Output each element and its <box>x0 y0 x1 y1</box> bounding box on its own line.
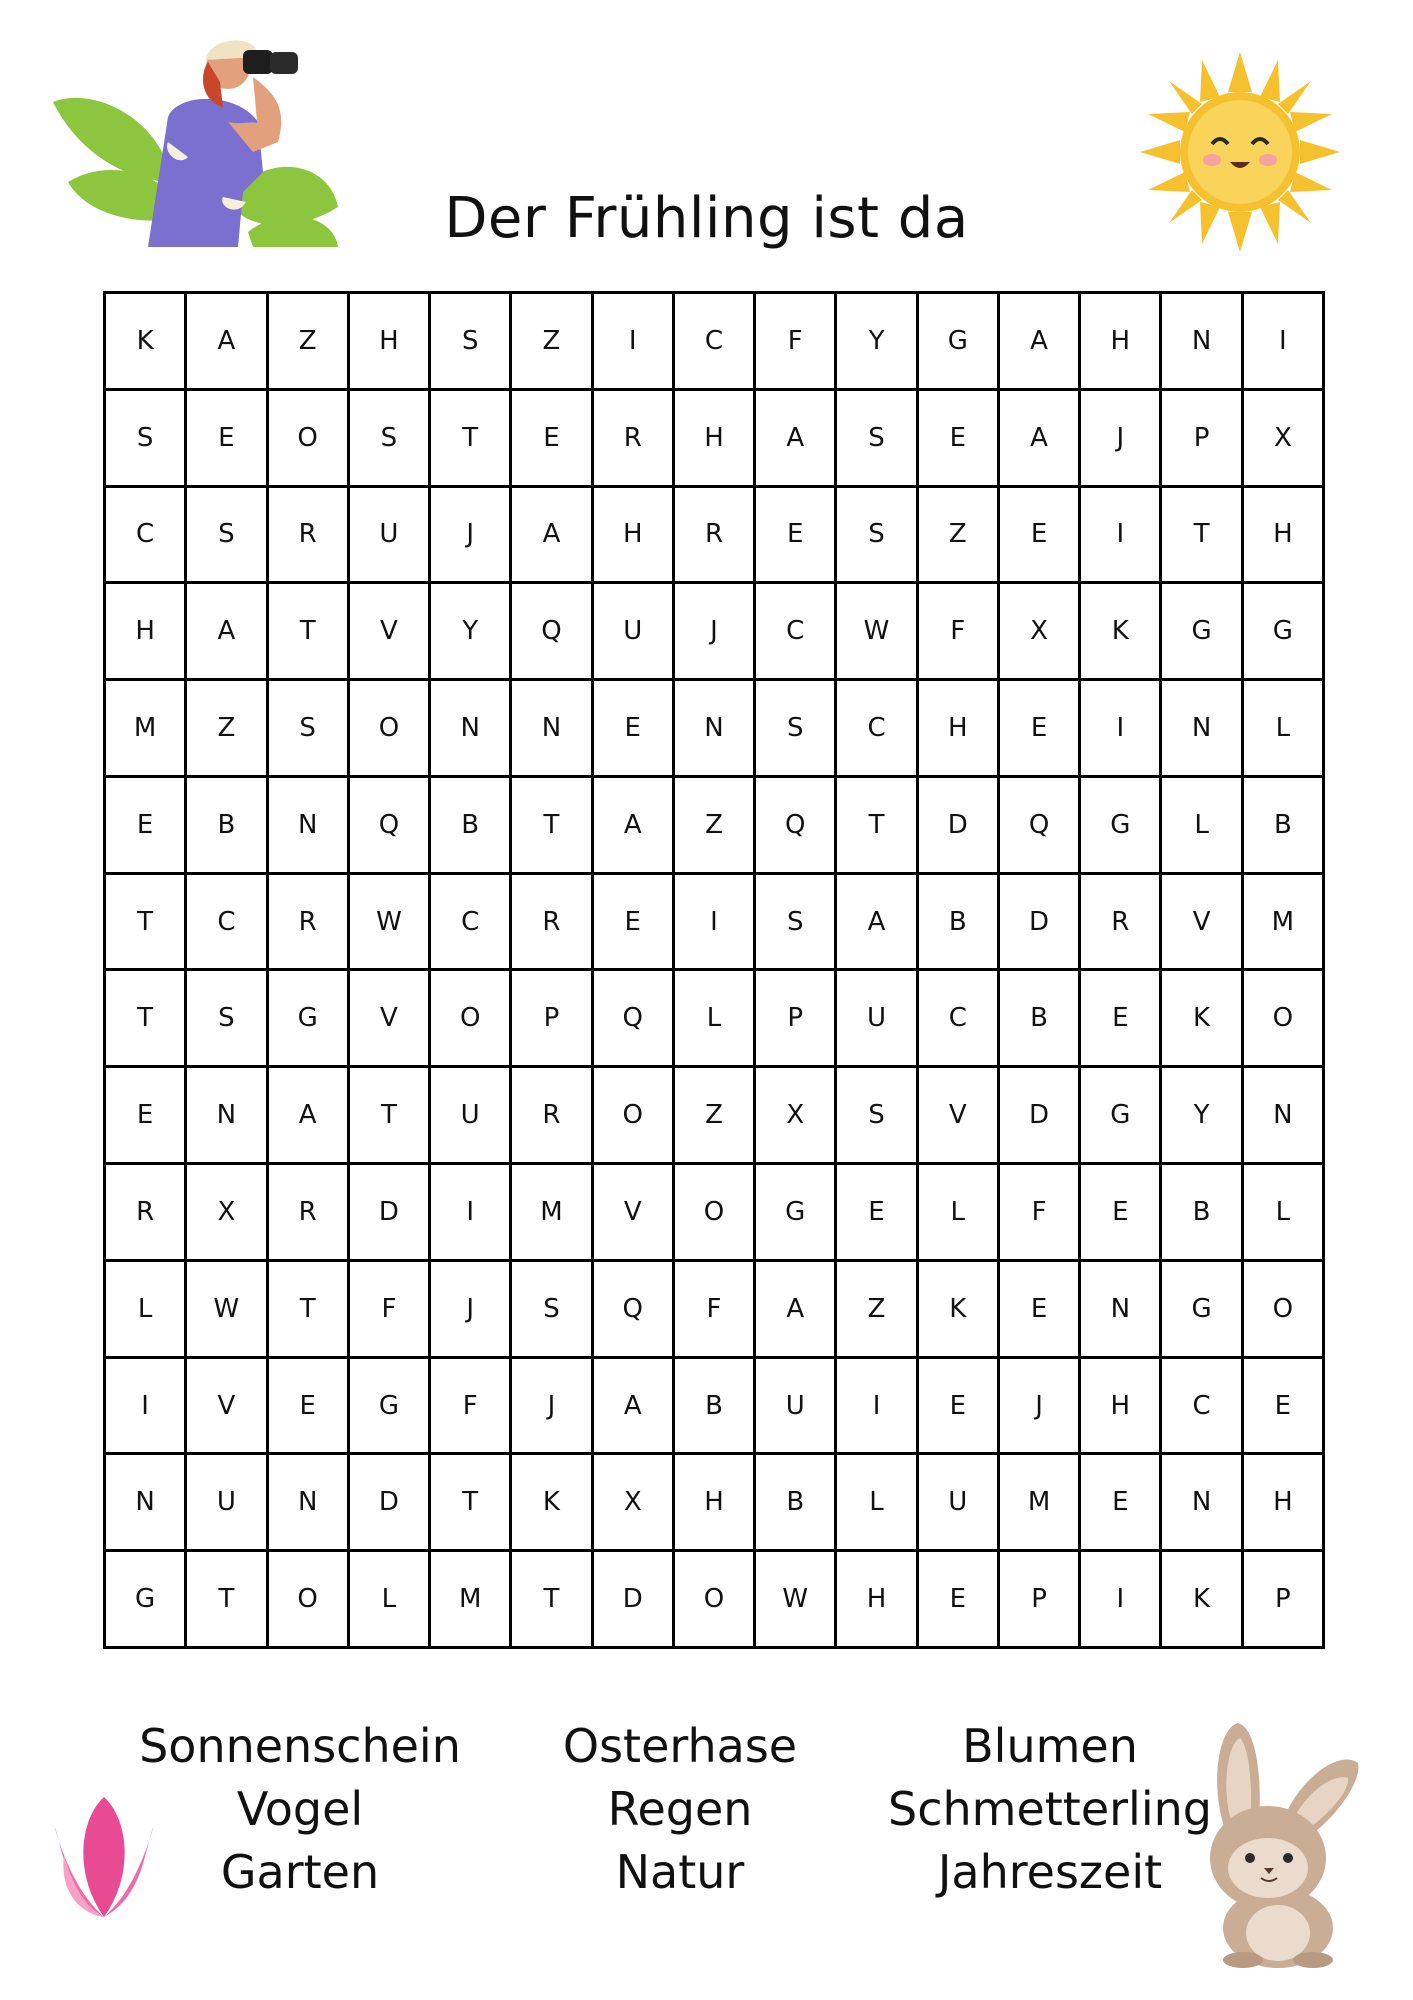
grid-cell[interactable]: R <box>269 488 350 585</box>
grid-cell[interactable]: Q <box>1000 778 1081 875</box>
grid-cell[interactable]: G <box>1162 1262 1243 1359</box>
grid-cell[interactable]: H <box>675 391 756 488</box>
grid-cell[interactable]: W <box>837 584 918 681</box>
grid-cell[interactable]: A <box>756 1262 837 1359</box>
grid-cell[interactable]: T <box>1162 488 1243 585</box>
grid-cell[interactable]: T <box>269 584 350 681</box>
grid-cell[interactable]: G <box>1081 1068 1162 1165</box>
grid-cell[interactable]: K <box>512 1455 593 1552</box>
grid-cell[interactable]: U <box>594 584 675 681</box>
grid-cell[interactable]: E <box>919 1359 1000 1456</box>
grid-cell[interactable]: A <box>1000 391 1081 488</box>
grid-cell[interactable]: A <box>269 1068 350 1165</box>
grid-cell[interactable]: N <box>1162 294 1243 391</box>
grid-cell[interactable]: V <box>1162 875 1243 972</box>
grid-cell[interactable]: R <box>675 488 756 585</box>
grid-cell[interactable]: S <box>431 294 512 391</box>
word-list-item: Regen <box>607 1782 753 1836</box>
grid-cell[interactable]: E <box>1081 1165 1162 1262</box>
grid-cell[interactable]: N <box>187 1068 268 1165</box>
grid-cell[interactable]: I <box>431 1165 512 1262</box>
grid-cell[interactable]: Z <box>269 294 350 391</box>
grid-cell[interactable]: Y <box>431 584 512 681</box>
grid-cell[interactable]: E <box>106 1068 187 1165</box>
grid-cell[interactable]: Z <box>675 1068 756 1165</box>
grid-cell[interactable]: M <box>1244 875 1325 972</box>
grid-cell[interactable]: X <box>756 1068 837 1165</box>
grid-cell[interactable]: N <box>431 681 512 778</box>
grid-cell[interactable]: B <box>1244 778 1325 875</box>
grid-cell[interactable]: I <box>837 1359 918 1456</box>
grid-cell[interactable]: A <box>187 584 268 681</box>
word-list-item: Natur <box>615 1845 745 1899</box>
grid-cell[interactable]: T <box>512 778 593 875</box>
grid-cell[interactable]: R <box>512 875 593 972</box>
grid-cell[interactable]: H <box>1244 1455 1325 1552</box>
grid-cell[interactable]: C <box>1162 1359 1243 1456</box>
grid-cell[interactable]: L <box>350 1552 431 1649</box>
grid-cell[interactable]: R <box>1081 875 1162 972</box>
grid-cell[interactable]: B <box>431 778 512 875</box>
grid-cell[interactable]: C <box>187 875 268 972</box>
grid-cell[interactable]: T <box>106 875 187 972</box>
grid-cell[interactable]: S <box>837 1068 918 1165</box>
grid-cell[interactable]: U <box>187 1455 268 1552</box>
grid-cell[interactable]: I <box>594 294 675 391</box>
word-list-item: Garten <box>220 1845 380 1899</box>
grid-cell[interactable]: U <box>919 1455 1000 1552</box>
grid-cell[interactable]: F <box>350 1262 431 1359</box>
grid-cell[interactable]: F <box>431 1359 512 1456</box>
grid-cell[interactable]: M <box>431 1552 512 1649</box>
grid-cell[interactable]: Z <box>837 1262 918 1359</box>
grid-cell[interactable]: B <box>1162 1165 1243 1262</box>
grid-cell[interactable]: K <box>919 1262 1000 1359</box>
word-list-item: Jahreszeit <box>937 1845 1163 1899</box>
grid-cell[interactable]: O <box>269 1552 350 1649</box>
grid-cell[interactable]: T <box>837 778 918 875</box>
grid-cell[interactable]: H <box>1081 1359 1162 1456</box>
grid-cell[interactable]: E <box>919 391 1000 488</box>
grid-cell[interactable]: H <box>919 681 1000 778</box>
grid-cell[interactable]: E <box>1244 1359 1325 1456</box>
grid-cell[interactable]: F <box>756 294 837 391</box>
grid-cell[interactable]: A <box>1000 294 1081 391</box>
grid-cell[interactable]: H <box>594 488 675 585</box>
grid-cell[interactable]: D <box>350 1165 431 1262</box>
grid-cell[interactable]: B <box>675 1359 756 1456</box>
grid-cell[interactable]: I <box>1244 294 1325 391</box>
grid-cell[interactable]: J <box>431 1262 512 1359</box>
grid-cell[interactable]: G <box>1162 584 1243 681</box>
grid-cell[interactable]: N <box>106 1455 187 1552</box>
grid-cell[interactable]: H <box>1244 488 1325 585</box>
grid-cell[interactable]: M <box>106 681 187 778</box>
grid-cell[interactable]: C <box>756 584 837 681</box>
grid-cell[interactable]: E <box>1081 1455 1162 1552</box>
grid-cell[interactable]: T <box>431 391 512 488</box>
grid-cell[interactable]: Z <box>919 488 1000 585</box>
grid-cell[interactable]: E <box>512 391 593 488</box>
grid-cell[interactable]: J <box>1081 391 1162 488</box>
grid-cell[interactable]: V <box>350 584 431 681</box>
grid-cell[interactable]: R <box>269 1165 350 1262</box>
grid-cell[interactable]: E <box>919 1552 1000 1649</box>
grid-cell[interactable]: A <box>837 875 918 972</box>
grid-cell[interactable]: S <box>350 391 431 488</box>
grid-cell[interactable]: O <box>350 681 431 778</box>
word-list-column-1 <box>110 1715 490 1904</box>
grid-cell[interactable]: O <box>1244 1262 1325 1359</box>
grid-cell[interactable]: O <box>594 1068 675 1165</box>
grid-cell[interactable]: E <box>594 681 675 778</box>
grid-cell[interactable]: V <box>919 1068 1000 1165</box>
grid-cell[interactable]: Y <box>837 294 918 391</box>
grid-cell[interactable]: I <box>106 1359 187 1456</box>
grid-cell[interactable]: N <box>675 681 756 778</box>
word-list-item: Sonnenschein <box>139 1719 461 1773</box>
grid-cell[interactable]: T <box>431 1455 512 1552</box>
grid-cell[interactable]: N <box>512 681 593 778</box>
grid-cell[interactable]: E <box>269 1359 350 1456</box>
grid-cell[interactable]: B <box>756 1455 837 1552</box>
grid-cell[interactable]: T <box>187 1552 268 1649</box>
grid-cell[interactable]: C <box>919 971 1000 1068</box>
grid-cell[interactable]: G <box>269 971 350 1068</box>
grid-cell[interactable]: E <box>1081 971 1162 1068</box>
grid-cell[interactable]: P <box>1162 391 1243 488</box>
grid-cell[interactable]: S <box>756 681 837 778</box>
grid-cell[interactable]: H <box>837 1552 918 1649</box>
grid-cell[interactable]: T <box>350 1068 431 1165</box>
word-list-item: Schmetterling <box>888 1782 1212 1836</box>
word-search-grid <box>103 291 1325 1649</box>
grid-cell[interactable]: S <box>837 488 918 585</box>
grid-cell[interactable]: E <box>187 391 268 488</box>
grid-cell[interactable]: W <box>350 875 431 972</box>
grid-cell[interactable]: N <box>1081 1262 1162 1359</box>
word-list-item: Blumen <box>962 1719 1138 1773</box>
grid-cell[interactable]: L <box>919 1165 1000 1262</box>
grid-cell[interactable]: Y <box>1162 1068 1243 1165</box>
grid-cell[interactable]: G <box>1081 778 1162 875</box>
grid-cell[interactable]: E <box>756 488 837 585</box>
grid-cell[interactable]: H <box>350 294 431 391</box>
grid-cell[interactable]: S <box>187 971 268 1068</box>
grid-cell[interactable]: G <box>350 1359 431 1456</box>
grid-cell[interactable]: X <box>1000 584 1081 681</box>
grid-cell[interactable]: P <box>756 971 837 1068</box>
grid-cell[interactable]: V <box>187 1359 268 1456</box>
grid-cell[interactable]: X <box>1244 391 1325 488</box>
grid-cell[interactable]: P <box>512 971 593 1068</box>
grid-cell[interactable]: N <box>1244 1068 1325 1165</box>
grid-cell[interactable]: D <box>594 1552 675 1649</box>
grid-cell[interactable]: U <box>350 488 431 585</box>
grid-cell[interactable]: L <box>1244 1165 1325 1262</box>
grid-cell[interactable]: S <box>756 875 837 972</box>
grid-cell[interactable]: Q <box>756 778 837 875</box>
page-title: Der Frühling ist da <box>444 185 969 251</box>
grid-cell[interactable]: D <box>1000 875 1081 972</box>
grid-cell[interactable]: F <box>1000 1165 1081 1262</box>
grid-cell[interactable]: P <box>1244 1552 1325 1649</box>
grid-cell[interactable]: O <box>431 971 512 1068</box>
word-list-column-3 <box>860 1715 1240 1904</box>
grid-cell[interactable]: O <box>1244 971 1325 1068</box>
grid-cell[interactable]: Z <box>675 778 756 875</box>
grid-cell[interactable]: S <box>187 488 268 585</box>
grid-cell[interactable]: S <box>106 391 187 488</box>
grid-cell[interactable]: H <box>1081 294 1162 391</box>
grid-cell[interactable]: S <box>837 391 918 488</box>
grid-cell[interactable]: T <box>512 1552 593 1649</box>
grid-cell[interactable]: O <box>675 1165 756 1262</box>
grid-cell[interactable]: V <box>594 1165 675 1262</box>
grid-cell[interactable]: E <box>837 1165 918 1262</box>
grid-cell[interactable]: Z <box>187 681 268 778</box>
grid-cell[interactable]: C <box>675 294 756 391</box>
grid-cell[interactable]: D <box>1000 1068 1081 1165</box>
grid-cell[interactable]: U <box>431 1068 512 1165</box>
grid-cell[interactable]: M <box>1000 1455 1081 1552</box>
grid-cell[interactable]: N <box>1162 1455 1243 1552</box>
grid-cell[interactable]: Q <box>594 1262 675 1359</box>
grid-cell[interactable]: A <box>512 488 593 585</box>
grid-cell[interactable]: R <box>594 391 675 488</box>
grid-cell[interactable]: J <box>512 1359 593 1456</box>
grid-cell[interactable]: Q <box>350 778 431 875</box>
grid-cell[interactable]: S <box>512 1262 593 1359</box>
grid-cell[interactable]: R <box>512 1068 593 1165</box>
grid-cell[interactable]: W <box>187 1262 268 1359</box>
grid-cell[interactable]: G <box>106 1552 187 1649</box>
grid-cell[interactable]: N <box>269 1455 350 1552</box>
word-list-column-2 <box>490 1715 870 1904</box>
grid-cell[interactable]: Q <box>594 971 675 1068</box>
grid-cell[interactable]: E <box>594 875 675 972</box>
grid-cell[interactable]: B <box>187 778 268 875</box>
grid-cell[interactable]: M <box>512 1165 593 1262</box>
grid-cell[interactable]: A <box>594 778 675 875</box>
grid-cell[interactable]: I <box>675 875 756 972</box>
grid-cell[interactable]: E <box>1000 488 1081 585</box>
grid-cell[interactable]: C <box>431 875 512 972</box>
grid-cell[interactable]: F <box>919 584 1000 681</box>
grid-cell[interactable]: L <box>837 1455 918 1552</box>
grid-cell[interactable]: L <box>675 971 756 1068</box>
grid-cell[interactable]: E <box>1000 681 1081 778</box>
grid-cell[interactable]: R <box>106 1165 187 1262</box>
grid-cell[interactable]: F <box>675 1262 756 1359</box>
grid-cell[interactable]: G <box>919 294 1000 391</box>
grid-cell[interactable]: T <box>269 1262 350 1359</box>
grid-cell[interactable]: H <box>675 1455 756 1552</box>
grid-cell[interactable]: E <box>106 778 187 875</box>
word-list-item: Osterhase <box>562 1719 798 1773</box>
grid-cell[interactable]: B <box>919 875 1000 972</box>
grid-cell[interactable]: L <box>1162 778 1243 875</box>
grid-cell[interactable]: U <box>837 971 918 1068</box>
grid-cell[interactable]: S <box>269 681 350 778</box>
grid-cell[interactable]: X <box>594 1455 675 1552</box>
grid-cell[interactable]: K <box>1081 584 1162 681</box>
grid-cell[interactable]: Q <box>512 584 593 681</box>
grid-cell[interactable]: H <box>106 584 187 681</box>
grid-cell[interactable]: A <box>756 391 837 488</box>
grid-cell[interactable]: Z <box>512 294 593 391</box>
grid-cell[interactable]: G <box>1244 584 1325 681</box>
grid-cell[interactable]: D <box>919 778 1000 875</box>
grid-cell[interactable]: K <box>1162 971 1243 1068</box>
word-list-item: Vogel <box>236 1782 364 1836</box>
grid-cell[interactable]: C <box>106 488 187 585</box>
grid-cell[interactable]: U <box>756 1359 837 1456</box>
grid-cell[interactable]: C <box>837 681 918 778</box>
grid-cell[interactable]: O <box>675 1552 756 1649</box>
grid-cell[interactable]: B <box>1000 971 1081 1068</box>
grid-cell[interactable]: I <box>1081 681 1162 778</box>
grid-cell[interactable]: V <box>350 971 431 1068</box>
grid-cell[interactable]: J <box>675 584 756 681</box>
grid-cell[interactable]: L <box>1244 681 1325 778</box>
grid-cell[interactable]: R <box>269 875 350 972</box>
grid-cell[interactable]: L <box>106 1262 187 1359</box>
grid-cell[interactable]: J <box>431 488 512 585</box>
grid-cell[interactable]: O <box>269 391 350 488</box>
grid-cell[interactable]: N <box>1162 681 1243 778</box>
grid-cell[interactable]: I <box>1081 488 1162 585</box>
grid-cell[interactable]: G <box>756 1165 837 1262</box>
grid-cell[interactable]: N <box>269 778 350 875</box>
grid-cell[interactable]: W <box>756 1552 837 1649</box>
grid-cell[interactable]: K <box>1162 1552 1243 1649</box>
grid-cell[interactable]: K <box>106 294 187 391</box>
grid-cell[interactable]: D <box>350 1455 431 1552</box>
grid-cell[interactable]: A <box>594 1359 675 1456</box>
grid-cell[interactable]: J <box>1000 1359 1081 1456</box>
grid-cell[interactable]: X <box>187 1165 268 1262</box>
grid-cell[interactable]: P <box>1000 1552 1081 1649</box>
grid-cell[interactable]: T <box>106 971 187 1068</box>
grid-cell[interactable]: I <box>1081 1552 1162 1649</box>
grid-cell[interactable]: E <box>1000 1262 1081 1359</box>
grid-cell[interactable]: A <box>187 294 268 391</box>
